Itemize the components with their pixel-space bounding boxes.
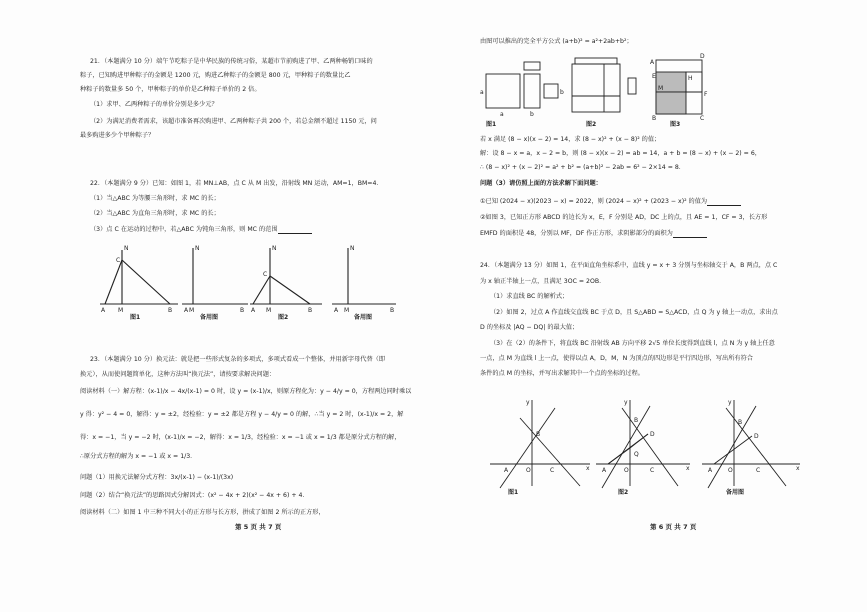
square-b	[544, 84, 558, 98]
answer-blank	[707, 199, 741, 206]
q21-line: （2）为满足消费者需求，该超市准备再次购进甲、乙两种粽子共 200 个，若总金额不超过 1150 元，问	[90, 118, 377, 125]
svg-text:A: A	[650, 59, 655, 66]
q21-line: 粽子，已知购进甲种粽子的金额是 1200 元，购进乙种粽子的金额是 800 元，甲种粽子的数量比乙	[80, 72, 351, 79]
svg-text:C: C	[116, 257, 121, 264]
svg-text:M: M	[118, 307, 124, 314]
q23-line: 得：x = −1，当 y = −2 时，(x-1)/x = −2，解得：x = 1/3，经检验：x = −1 或 x = 1/3 都是原分式方程的解，	[80, 434, 401, 441]
q23-line: 问题（2）结合“换元法”的思路因式分解因式：(x² − 4x + 2)(x² − 4x + 6) + 4．	[80, 492, 309, 499]
page-6	[470, 0, 850, 612]
svg-text:A: A	[334, 307, 339, 314]
svg-text:M: M	[189, 307, 195, 314]
q24-line: 条件的点 M 的坐标，并写出求解其中一个点的坐标的过程。	[480, 370, 644, 377]
svg-text:y: y	[624, 399, 628, 406]
q21-line: 21．（本题满分 10 分）端午节吃粽子是中华民族的传统习俗，某超市节前购进了甲、乙两种畅销口味的	[90, 58, 373, 65]
q22-line-3	[90, 226, 312, 234]
page-5	[60, 0, 440, 612]
svg-text:x: x	[686, 465, 690, 472]
svg-text:C: C	[650, 467, 655, 474]
q23-line: ∴原分式方程的解为 x = −1 或 x = 1/3．	[80, 453, 197, 460]
q23-line: 问题（1）用换元法解分式方程：3x/(x-1) − (x-1)/(3x)	[80, 474, 234, 481]
square-figures	[480, 50, 710, 128]
fig1-bc	[122, 260, 170, 304]
q3-1-text: ①已知 (2024 − x)(2023 − x) = 2022，则 (2024 − x)² + (2023 − x)² 的值为	[480, 198, 708, 205]
right-line: 问题（3）请仿照上面的方法求解下面问题：	[480, 180, 602, 187]
svg-text:M: M	[658, 85, 664, 92]
svg-text:A: A	[708, 467, 713, 474]
svg-text:C: C	[263, 271, 268, 278]
q23-line: 阅读材料（一）解方程：(x-1)/x − 4x/(x-1) = 0 时，设 y = (x-1)/x，则原方程化为：y − 4/y = 0，方程两边同时乘以	[80, 388, 412, 395]
svg-text:E: E	[652, 73, 656, 80]
q22-figures	[100, 242, 400, 320]
q23-line: y 得：y² − 4 = 0，解得：y = ±2，经检验：y = ±2 都是方程 y − 4/y = 0 的解，∴当 y = 2 时，(x-1)/x = 2，解	[80, 411, 404, 418]
right-line: ∴ (8 − x)² + (x − 2)² = a² + b² = (a+b)² − 2ab = 6² − 2×14 = 8．	[480, 164, 685, 171]
q22-line: （2）当△ABC 为直角三角形时，求 MC 的长；	[90, 210, 220, 217]
svg-text:F: F	[704, 91, 708, 98]
svg-text:D: D	[754, 433, 759, 440]
svg-text:C: C	[550, 467, 555, 474]
q22-q3-text: （3）点 C 在运动的过程中，若△ABC 为钝角三角形，则 MC 的范围	[90, 226, 278, 233]
svg-text:B: B	[738, 419, 743, 426]
svg-text:N: N	[124, 245, 129, 252]
svg-text:D: D	[650, 431, 655, 438]
fig-label: 图2	[586, 121, 597, 128]
right-line-blank1	[480, 198, 741, 206]
fig1-ac	[105, 260, 122, 304]
q21-line: 种粽子的数量多 50 个，甲种粽子的单价是乙种粽子单价的 2 倍。	[80, 86, 261, 93]
svg-text:B: B	[390, 307, 395, 314]
fig-label: 图3	[670, 121, 681, 128]
rect-ab-horiz	[524, 62, 540, 70]
svg-text:N: N	[350, 245, 355, 252]
svg-text:B: B	[308, 307, 313, 314]
q23-line: 23．（本题满分 10 分）换元法：就是把一些形式复杂的多项式，多项式看成一个整体，并用新字母代替（即	[90, 356, 386, 363]
q21-line: 最多购进多少个甲种粽子？	[80, 132, 155, 139]
q23-line: 阅读材料（二）如图 1 中三种不同大小的正方形与长方形，拼成了如图 2 所示的正方形，	[80, 509, 325, 516]
right-line: 若 x 满足 (8 − x)(x − 2) = 14，求 (8 − x)² + (x − 8)² 的值；	[480, 136, 661, 143]
svg-text:A: A	[504, 467, 509, 474]
svg-text:B: B	[240, 307, 245, 314]
svg-text:x: x	[796, 465, 800, 472]
svg-text:A: A	[251, 307, 256, 314]
svg-text:O: O	[624, 467, 629, 474]
svg-text:a: a	[480, 89, 484, 96]
q24-line: （2）如图 2，过点 A 作直线交直线 BC 于点 D，且 S△ABD = S△ACD，点 Q 为 y 轴上一动点，求出点	[490, 309, 778, 316]
fig-label: 图2	[618, 489, 629, 496]
q24-line: 为 x 轴正半轴上一点，且满足 3OC = 2OB．	[480, 278, 606, 285]
svg-text:b: b	[530, 111, 534, 118]
coordinate-figures	[490, 398, 810, 496]
q3-2-text: EMFD 的面积是 48，分别以 MF，DF 作正方形，求阴影部分的面积为	[480, 230, 673, 237]
fig2-bc	[270, 276, 310, 304]
q21-line: （1）求甲、乙两种粽子的单价分别是多少元？	[90, 101, 218, 108]
svg-text:b: b	[560, 89, 564, 96]
q24-line: （1）求直线 BC 的解析式；	[490, 293, 569, 300]
svg-text:H: H	[688, 75, 693, 82]
right-line: 由图可以推出的完全平方公式 (a+b)² = a²+2ab+b²；	[480, 38, 633, 45]
q22-line: （1）当△ABC 为等腰三角形时，求 MC 的长；	[90, 195, 220, 202]
fig-label: 图2	[278, 314, 289, 320]
svg-text:A: A	[602, 467, 607, 474]
svg-text:Q: Q	[634, 451, 639, 458]
fig-label: 备用图	[354, 314, 373, 320]
page-footer: 第 5 页 共 7 页	[235, 523, 282, 531]
svg-text:C: C	[756, 467, 761, 474]
svg-text:y: y	[526, 399, 530, 406]
q24-line: （3）在（2）的条件下，将直线 BC 沿射线 AB 方向平移 2√5 单位长度得到直线 l，点 N 为 y 轴上任意	[490, 340, 775, 347]
svg-text:M: M	[266, 307, 272, 314]
answer-blank	[278, 227, 312, 234]
svg-text:x: x	[586, 465, 590, 472]
big-square	[572, 64, 620, 112]
page-footer: 第 6 页 共 7 页	[650, 523, 697, 531]
svg-text:O: O	[526, 467, 531, 474]
svg-text:B: B	[168, 307, 173, 314]
svg-text:N: N	[195, 245, 200, 252]
fig-label: 图1	[130, 314, 141, 320]
svg-text:a: a	[500, 111, 504, 118]
rect-ab-vert	[524, 74, 540, 108]
q24-line: 24．（本题满分 13 分）如图 1，在平面直角坐标系中，直线 y = x + 3 分别与坐标轴交于 A，B 两点，点 C	[480, 262, 778, 269]
right-line: 解：设 8 − x = a，x − 2 = b，则 (8 − x)(x − 2) = ab = 14，a + b = (8 − x) + (x − 2) = 6，	[480, 150, 761, 157]
svg-text:B: B	[634, 417, 639, 424]
q24-line: D 的坐标及 |AQ − DQ| 的最大值；	[480, 324, 579, 331]
answer-blank	[673, 231, 707, 238]
right-line: ②如图 3，已知正方形 ABCD 的边长为 x，E，F 分别是 AD，DC 上的点，且 AE = 1，CF = 3，长方形	[480, 214, 768, 221]
svg-text:A: A	[101, 307, 106, 314]
svg-text:B: B	[536, 431, 541, 438]
right-line-blank2	[480, 230, 707, 238]
fig-label: 备用图	[200, 314, 219, 320]
svg-text:y: y	[728, 399, 732, 406]
svg-text:O: O	[728, 467, 733, 474]
square-a	[486, 74, 520, 108]
q22-line: 22．（本题满分 9 分）已知：如图 1，若 MN⊥AB，点 C 从 M 出发，沿射线 MN 运动，AM=1，BM=4．	[90, 180, 383, 187]
fig-label: 图1	[508, 489, 519, 496]
q24-line: 一点，点 M 为直线 l 上一点，使得以点 A，D，M，N 为顶点的四边形是平行四边形，写出所有符合	[480, 355, 753, 362]
svg-text:C: C	[700, 115, 705, 122]
svg-text:N: N	[272, 245, 277, 252]
svg-text:B: B	[652, 115, 657, 122]
svg-text:M: M	[344, 307, 350, 314]
fig-label: 图1	[486, 121, 497, 128]
fig-label: 备用图	[726, 489, 745, 496]
q23-line: 换元），从而使问题简单化，这种方法叫“换元法”，请按要求解决问题：	[80, 371, 276, 378]
fig2-ac	[253, 276, 270, 304]
svg-text:A: A	[184, 307, 189, 314]
svg-text:D: D	[700, 53, 705, 60]
